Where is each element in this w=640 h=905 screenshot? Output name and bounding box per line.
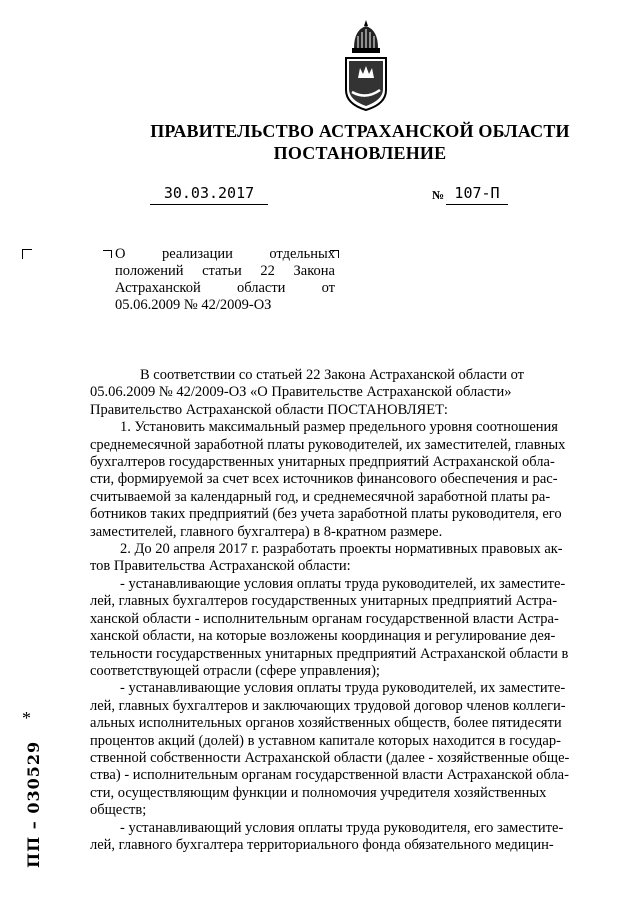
body-line: сти, осуществляющим функции и полномочия учредителя хозяйственных xyxy=(90,784,547,801)
document-date: 30.03.2017 xyxy=(150,184,268,205)
body-line: 1. Установить максимальный размер предельного уровня соотношения xyxy=(120,419,558,436)
document-number: 107-П xyxy=(446,184,508,205)
body-line: бухгалтеров государственных унитарных предприятий Астраханской обла- xyxy=(90,454,555,471)
document-body xyxy=(90,367,608,854)
body-line: сти, формируемой за счет всех источников финансового обеспечения и рас- xyxy=(90,471,558,488)
corner-mark xyxy=(22,249,32,259)
coat-of-arms-emblem xyxy=(336,18,396,114)
document-subject: О реализации отдельных положений статьи 22 Закона Астраханской области от 05.06.2009 № 42/2009-ОЗ xyxy=(115,246,335,313)
body-line: В соответствии со статьей 22 Закона Астраханской области от xyxy=(140,367,525,383)
registration-stamp: ПП – 030529 xyxy=(24,740,43,868)
body-line: - устанавливающий условия оплаты труда руководителя, его заместите- xyxy=(120,819,564,836)
body-line: ственной собственности Астраханской области (далее - хозяйственные обще- xyxy=(90,749,570,766)
body-line: лей, главных бухгалтеров и заключающих трудовой договор членов коллеги- xyxy=(90,697,566,714)
document-type-title: ПОСТАНОВЛЕНИЕ xyxy=(273,143,447,163)
body-line: ханской области, на которые возложены координация и регулирование дея- xyxy=(90,628,556,645)
body-line: альных исполнительных органов хозяйственных обществ, более пятидесяти xyxy=(90,715,562,732)
body-line: - устанавливающие условия оплаты труда руководителей, их заместите- xyxy=(120,575,566,592)
subject-bracket-left xyxy=(103,250,112,258)
number-label: № xyxy=(432,188,445,202)
body-line: - устанавливающие условия оплаты труда руководителей, их заместите- xyxy=(120,680,566,697)
government-title: ПРАВИТЕЛЬСТВО АСТРАХАНСКОЙ ОБЛАСТИ xyxy=(150,121,570,141)
body-line: лей, главного бухгалтера территориального фонда обязательного медицин- xyxy=(90,836,554,853)
body-line: соответствующей отрасли (сфере управления); xyxy=(90,662,380,679)
body-line: ства) - исполнительным органам государственной власти Астраханской обла- xyxy=(90,767,569,784)
body-line: заместителей, главного бухгалтера) в 8-кратном размере. xyxy=(90,523,443,540)
body-line: обществ; xyxy=(90,802,147,819)
body-line: тельности государственных унитарных предприятий Астраханской области в xyxy=(90,645,569,662)
body-line: Правительство Астраханской области ПОСТАНОВЛЯЕТ: xyxy=(90,401,448,418)
body-line: ботников таких предприятий (без учета заработной платы руководителя, его xyxy=(90,506,562,523)
body-line: процентов акций (долей) в уставном капитале которых находится в государ- xyxy=(90,732,561,749)
body-line: ханской области - исполнительным органам государственной власти Астра- xyxy=(90,610,559,627)
body-line: тов Правительства Астраханской области: xyxy=(90,558,351,575)
body-line: среднемесячной заработной платы руководителей, их заместителей, главных xyxy=(90,436,566,453)
body-line: 2. До 20 апреля 2017 г. разработать проекты нормативных правовых ак- xyxy=(120,541,563,558)
body-line: считываемой за календарный год, и среднемесячной заработной платы ра- xyxy=(90,488,551,505)
body-line: лей, главных бухгалтеров государственных унитарных предприятий Астра- xyxy=(90,593,558,610)
body-line: 05.06.2009 № 42/2009-ОЗ «О Правительстве Астраханской области» xyxy=(90,384,512,401)
side-asterisk: * xyxy=(22,708,31,728)
